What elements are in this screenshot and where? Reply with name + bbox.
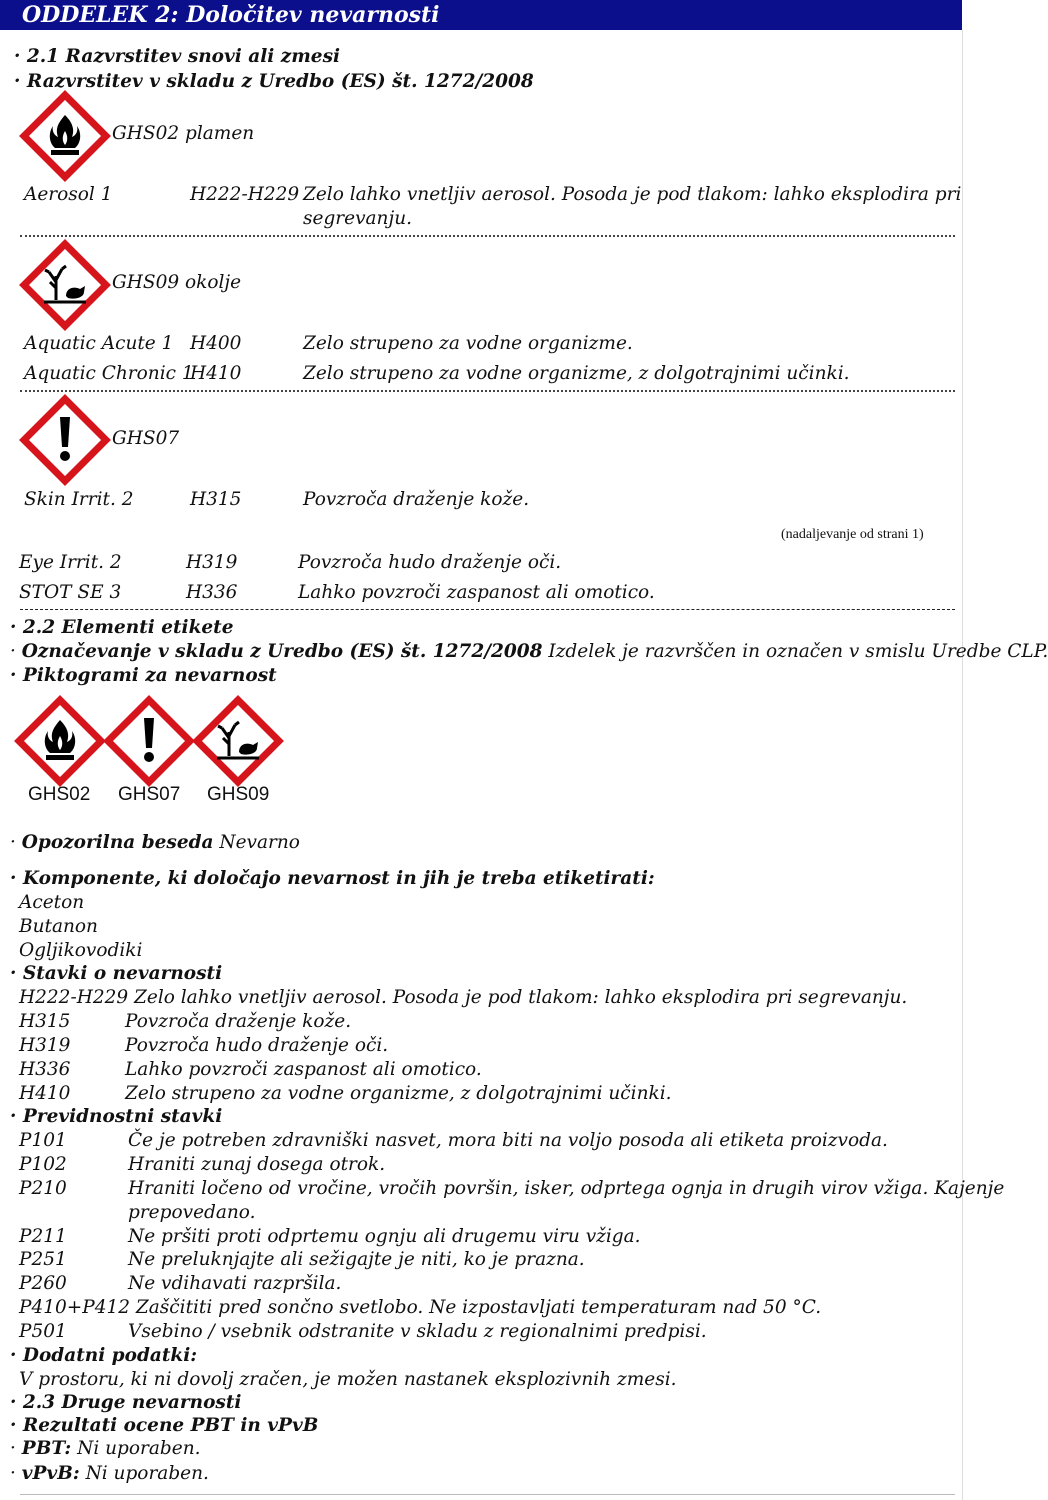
precaution-text: Če je potreben zdravniški nasvet, mora biti na voljo posoda ali etiketa proizvoda. <box>128 1130 888 1151</box>
ghs07-exclamation-icon <box>22 397 108 483</box>
hazard-category: Aerosol 1 <box>24 184 113 205</box>
hazard-code: H315 <box>190 489 242 510</box>
hazard-statement: Lahko povzroči zaspanost ali omotico. <box>298 582 655 603</box>
hazard-code: H336 <box>186 582 238 603</box>
precaution-code: P211 <box>19 1226 67 1247</box>
section-2-1-title: · 2.1 Razvrstitev snovi ali zmesi <box>14 46 341 67</box>
page-border <box>962 30 963 1500</box>
hazard-statement-cont: segrevanju. <box>303 208 413 229</box>
components-title: · Komponente, ki določajo nevarnost in jih je treba etiketirati: <box>10 868 655 889</box>
precaution-code: P210 <box>19 1178 67 1199</box>
precaution-text: Ne vdihavati razpršila. <box>128 1273 342 1294</box>
hazard-code: H410 <box>19 1083 71 1104</box>
ghs09-environment-icon <box>22 242 108 328</box>
hazard-category: Aquatic Chronic 1 <box>24 363 194 384</box>
classification-subtitle: · Razvrstitev v skladu z Uredbo (ES) št. 1272/2008 <box>14 71 534 92</box>
pictograms-title: · Piktogrami za nevarnost <box>10 665 277 686</box>
component-item: Butanon <box>19 916 98 937</box>
precaution-text: Vsebino / vsebnik odstranite v skladu z regionalnimi predpisi. <box>128 1321 707 1342</box>
precaution-code: P101 <box>19 1130 67 1151</box>
vpvb-line: · vPvB: Ni uporaben. <box>10 1463 209 1484</box>
section-2-3-title: · 2.3 Druge nevarnosti <box>10 1392 242 1413</box>
hazard-code: H400 <box>190 333 242 354</box>
pictogram-code: GHS02 <box>28 784 91 805</box>
bottom-rule <box>20 1494 955 1495</box>
pictogram-label-ghs09: GHS09 okolje <box>112 272 242 293</box>
hazard-code: H410 <box>190 363 242 384</box>
precaution-code: P251 <box>19 1249 67 1270</box>
hazard-statement: Povzroča draženje kože. <box>303 489 530 510</box>
hazard-statement-row: H222-H229 Zelo lahko vnetljiv aerosol. Posoda je pod tlakom: lahko eksplodira pri segrevanju. <box>19 987 908 1008</box>
continuation-note: (nadaljevanje od strani 1) <box>781 527 924 542</box>
precaution-code: P102 <box>19 1154 67 1175</box>
hazard-statement: Zelo strupeno za vodne organizme, z dolgotrajnimi učinki. <box>303 363 850 384</box>
hazard-statement: Lahko povzroči zaspanost ali omotico. <box>125 1059 482 1080</box>
section-2-2-title: · 2.2 Elementi etikete <box>10 617 234 638</box>
hazard-category: Skin Irrit. 2 <box>24 489 134 510</box>
precaution-text: Ne preluknjajte ali sežigajte je niti, ko je prazna. <box>128 1249 585 1270</box>
divider <box>20 390 955 392</box>
precaution-code: P260 <box>19 1273 67 1294</box>
precaution-row: P410+P412 Zaščititi pred sončno svetlobo. Ne izpostavljati temperaturam nad 50 °C. <box>19 1297 822 1318</box>
precaution-text: Hraniti ločeno od vročine, vročih površin, isker, odprtega ognja in drugih virov vžiga. Kajenje <box>128 1178 1005 1199</box>
precaution-text: Ne pršiti proti odprtemu ognju ali drugemu viru vžiga. <box>128 1226 641 1247</box>
component-item: Aceton <box>19 892 85 913</box>
hazard-code: H222-H229 <box>190 184 300 205</box>
signal-word: · Opozorilna beseda Nevarno <box>10 832 300 853</box>
precaution-text: Hraniti zunaj dosega otrok. <box>128 1154 386 1175</box>
pictogram-label-ghs02: GHS02 plamen <box>112 123 255 144</box>
hazard-statement: Zelo lahko vnetljiv aerosol. Posoda je pod tlakom: lahko eksplodira pri <box>303 184 962 205</box>
hazard-code: H319 <box>19 1035 71 1056</box>
ghs02-flame-icon <box>17 698 103 784</box>
component-item: Ogljikovodiki <box>19 940 143 961</box>
hazard-category: STOT SE 3 <box>19 582 122 603</box>
pictogram-code: GHS07 <box>118 784 181 805</box>
hazard-code: H319 <box>186 552 238 573</box>
section-header: ODDELEK 2: Določitev nevarnosti <box>0 0 962 30</box>
ghs07-exclamation-icon <box>106 698 192 784</box>
ghs09-environment-icon <box>195 698 281 784</box>
pictogram-label-ghs07: GHS07 <box>112 428 180 449</box>
pbt-results-title: · Rezultati ocene PBT in vPvB <box>10 1415 319 1436</box>
hazard-category: Aquatic Acute 1 <box>24 333 174 354</box>
additional-info-text: V prostoru, ki ni dovolj zračen, je možen nastanek eksplozivnih zmesi. <box>19 1369 677 1390</box>
hazard-code: H315 <box>19 1011 71 1032</box>
labelling-line: · Označevanje v skladu z Uredbo (ES) št. 1272/2008 Izdelek je razvrščen in označen v smislu Uredbe CLP. <box>10 641 1048 662</box>
divider <box>20 609 955 610</box>
additional-info-title: · Dodatni podatki: <box>10 1345 198 1366</box>
hazard-statement: Povzroča hudo draženje oči. <box>298 552 562 573</box>
hazard-statement: Zelo strupeno za vodne organizme. <box>303 333 633 354</box>
hazard-category: Eye Irrit. 2 <box>19 552 122 573</box>
hazard-statement: Povzroča hudo draženje oči. <box>125 1035 389 1056</box>
ghs02-flame-icon <box>22 93 108 179</box>
divider <box>20 235 955 237</box>
hazard-code: H336 <box>19 1059 71 1080</box>
pictogram-code: GHS09 <box>207 784 270 805</box>
hazard-statement: Zelo strupeno za vodne organizme, z dolgotrajnimi učinki. <box>125 1083 672 1104</box>
precautionary-title: · Previdnostni stavki <box>10 1106 223 1127</box>
precaution-code: P501 <box>19 1321 67 1342</box>
hazard-statements-title: · Stavki o nevarnosti <box>10 963 223 984</box>
precaution-text-cont: prepovedano. <box>128 1202 256 1223</box>
hazard-statement: Povzroča draženje kože. <box>125 1011 352 1032</box>
pbt-line: · PBT: Ni uporaben. <box>10 1438 201 1459</box>
